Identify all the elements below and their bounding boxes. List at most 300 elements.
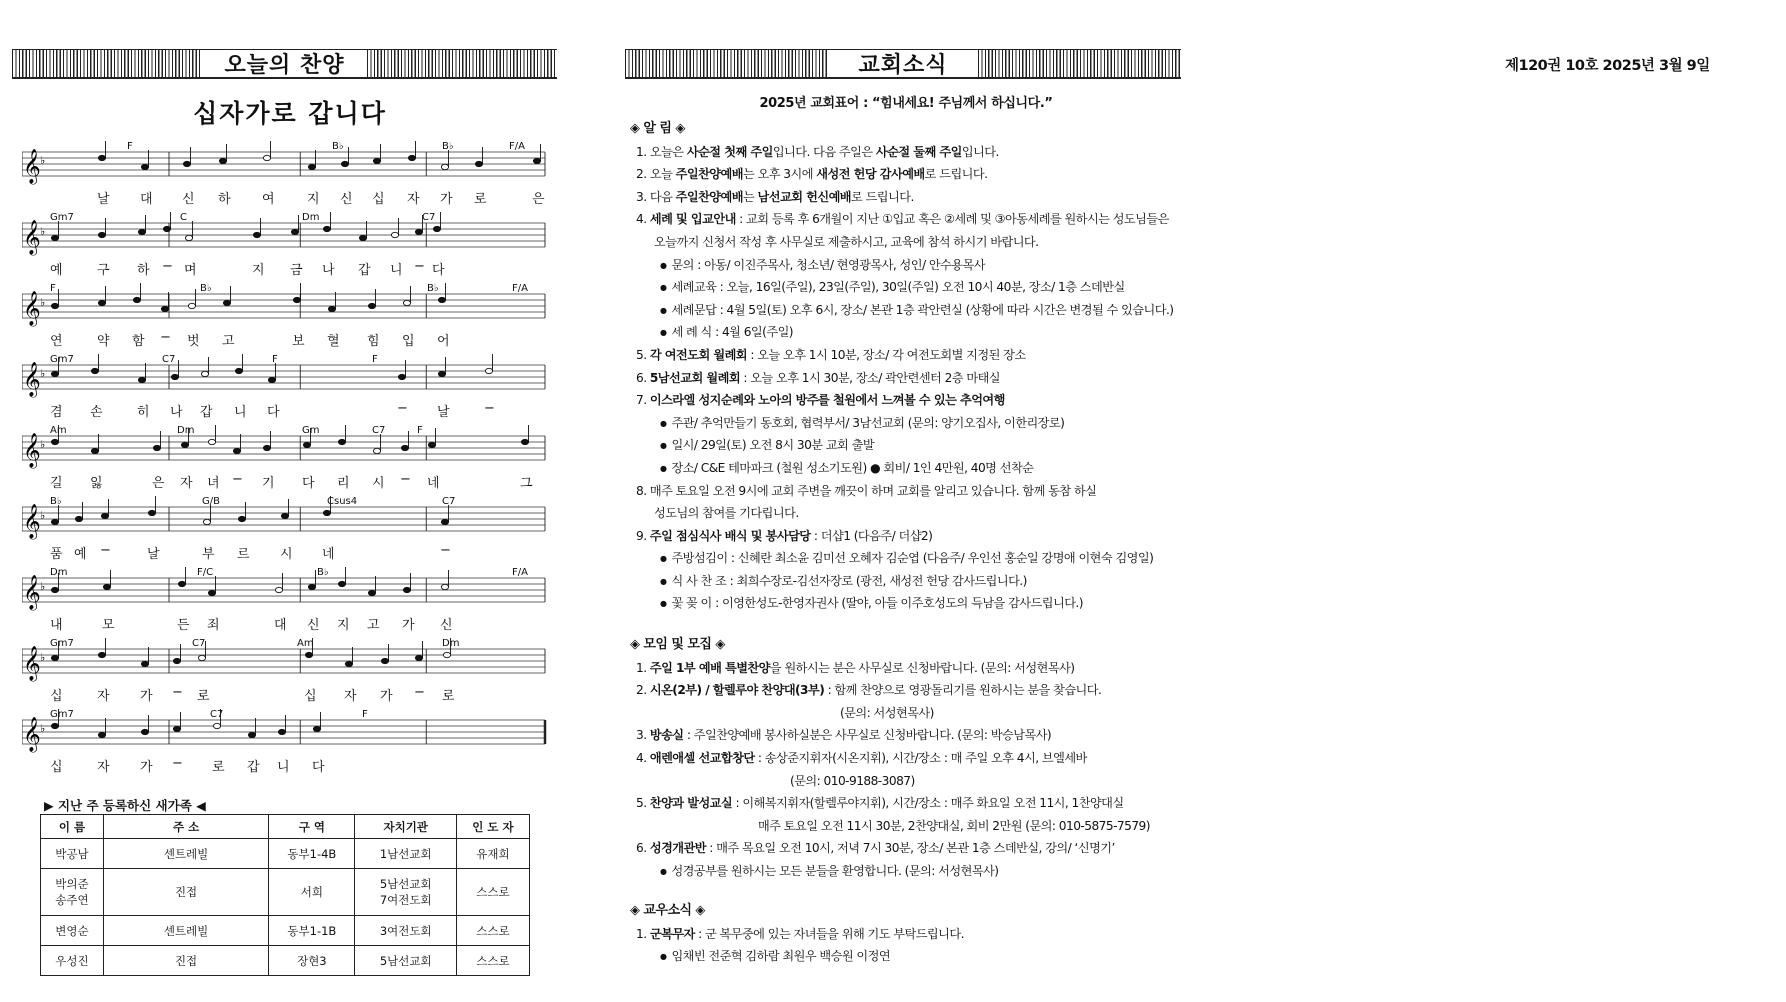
newcomers-title: ▶ 지난 주 등록하신 새가족 ◀ bbox=[44, 798, 206, 813]
table-cell: 진접 bbox=[103, 869, 268, 916]
note-head bbox=[103, 584, 110, 589]
lyric-syllable: 로 bbox=[474, 192, 487, 207]
score-system bbox=[22, 706, 547, 777]
chord-symbol: F bbox=[50, 283, 56, 294]
svg-text:𝄞: 𝄞 bbox=[23, 433, 41, 468]
music-score bbox=[22, 138, 547, 777]
note-head bbox=[138, 377, 145, 382]
note-head bbox=[268, 377, 275, 382]
score-system bbox=[22, 280, 547, 351]
note-head bbox=[428, 442, 435, 447]
news-line: ● 주방섬김이 : 신혜란 최소윤 김미선 오혜자 김순엽 (다음주/ 우인선 홍순일 강명애 이현숙 김영일) bbox=[630, 547, 1190, 570]
chord-symbol: Gm bbox=[302, 425, 320, 436]
news-line: 9. 주일 점심식사 배식 및 봉사담당 : 더샵1 (다음주/ 더샵2) bbox=[636, 528, 933, 543]
chord-symbol: B♭ bbox=[427, 283, 439, 294]
news-line: 5. 각 여전도회 월례회 : 오늘 오후 1시 10분, 장소/ 각 여전도회별 지정된 장소 bbox=[636, 347, 1026, 362]
lyric-syllable: 지 bbox=[252, 263, 265, 278]
note-head bbox=[401, 445, 408, 450]
note-head bbox=[233, 448, 240, 453]
svg-text:𝄞: 𝄞 bbox=[23, 291, 41, 326]
member-news-section bbox=[630, 900, 1190, 968]
note-head bbox=[278, 729, 285, 734]
svg-text:𝄞: 𝄞 bbox=[23, 717, 41, 752]
lyric-syllable: − bbox=[162, 259, 173, 274]
svg-text:𝄞: 𝄞 bbox=[23, 362, 41, 397]
note-head bbox=[443, 652, 450, 657]
gathering-section bbox=[630, 634, 1190, 883]
table-cell: 우성진 bbox=[41, 946, 104, 976]
note-head bbox=[51, 723, 58, 728]
staff bbox=[22, 138, 547, 188]
lyric-syllable: 고 bbox=[222, 334, 235, 349]
note-head bbox=[51, 235, 58, 240]
note-head bbox=[98, 652, 105, 657]
chord-symbol: Dm bbox=[442, 638, 460, 649]
lyric-syllable: 보 bbox=[292, 334, 305, 349]
note-head bbox=[153, 445, 160, 450]
note-head bbox=[173, 658, 180, 663]
svg-text:♭: ♭ bbox=[40, 651, 46, 664]
news-header: 교회소식 bbox=[828, 49, 978, 79]
svg-text:𝄞: 𝄞 bbox=[23, 149, 41, 184]
note-head bbox=[208, 439, 215, 444]
note-head bbox=[171, 374, 178, 379]
lyric-syllable: 십 bbox=[372, 192, 385, 207]
score-system bbox=[22, 209, 547, 280]
lyric-syllable: 시 bbox=[372, 476, 385, 491]
lyric-syllable: 내 bbox=[50, 618, 63, 633]
table-cell: 3여전도회 bbox=[355, 916, 456, 946]
lyric-syllable: 자 bbox=[180, 476, 193, 491]
lyric-syllable: 죄 bbox=[207, 618, 220, 633]
note-head bbox=[263, 445, 270, 450]
note-head bbox=[403, 587, 410, 592]
lyric-syllable: 날 bbox=[147, 547, 160, 562]
lyric-syllable: − bbox=[172, 685, 183, 700]
table-row bbox=[41, 916, 530, 946]
note-head bbox=[178, 581, 185, 586]
lyric-syllable: − bbox=[414, 685, 425, 700]
note-head bbox=[415, 229, 422, 234]
lyric-syllable: − bbox=[484, 401, 495, 416]
note-head bbox=[263, 155, 270, 160]
lyric-syllable: 가 bbox=[140, 689, 153, 704]
lyric-syllable: 벗 bbox=[187, 334, 200, 349]
note-head bbox=[328, 306, 335, 311]
table-cell: 박공남 bbox=[41, 839, 104, 869]
lyric-syllable: 로 bbox=[212, 760, 225, 775]
lyric-syllable: 그 bbox=[520, 476, 533, 491]
lyric-syllable: 다 bbox=[302, 476, 315, 491]
note-head bbox=[433, 226, 440, 231]
note-head bbox=[438, 297, 445, 302]
lyric-syllable: 모 bbox=[102, 618, 115, 633]
lyric-syllable: 갑 bbox=[200, 405, 213, 420]
lyric-syllable: 여 bbox=[262, 192, 275, 207]
chord-symbol: G/B bbox=[202, 496, 220, 507]
lyric-syllable: 예 bbox=[74, 547, 87, 562]
news-line: 성도님의 참여를 기다립니다. bbox=[654, 506, 799, 521]
chord-symbol: C7 bbox=[192, 638, 206, 649]
table-cell: 센트레빌 bbox=[103, 839, 268, 869]
table-cell: 5남선교회 7여전도회 bbox=[355, 869, 456, 916]
lyric-syllable: 로 bbox=[442, 689, 455, 704]
lyric-syllable: 구 bbox=[97, 263, 110, 278]
chord-symbol: B♭ bbox=[200, 283, 212, 294]
note-head bbox=[441, 584, 448, 589]
staff bbox=[22, 209, 547, 259]
news-line: ● 세례문답 : 4월 5일(토) 오후 6시, 장소/ 본관 1층 곽안련실 (상황에 따라 시간은 변경될 수 있습니다.) bbox=[630, 299, 1190, 322]
score-system bbox=[22, 493, 547, 564]
table-cell: 서희 bbox=[269, 869, 355, 916]
note-head bbox=[213, 723, 220, 728]
column-header: 자치기관 bbox=[355, 815, 456, 839]
lyric-syllable: 신 bbox=[307, 618, 320, 633]
note-head bbox=[373, 448, 380, 453]
news-line: ● 식 사 찬 조 : 최희수장로-김선자장로 (광전, 새성전 헌당 감사드립니다.) bbox=[630, 570, 1190, 593]
note-head bbox=[338, 581, 345, 586]
score-system bbox=[22, 138, 547, 209]
news-line: 3. 다음 주일찬양예배는 남선교회 헌신예배로 드립니다. bbox=[636, 189, 914, 204]
svg-text:♭: ♭ bbox=[40, 296, 46, 309]
note-head bbox=[533, 158, 540, 163]
news-line: ● 장소/ C&E 테마파크 (철원 성소기도원) ● 회비/ 1인 4만원, 40명 선착순 bbox=[630, 457, 1190, 480]
lyric-syllable: 가 bbox=[140, 760, 153, 775]
lyric-syllable: 며 bbox=[184, 263, 197, 278]
column-header: 인 도 자 bbox=[456, 815, 529, 839]
svg-text:♭: ♭ bbox=[40, 438, 46, 451]
note-head bbox=[248, 732, 255, 737]
note-head bbox=[485, 368, 492, 373]
chord-symbol: F/C bbox=[197, 567, 214, 578]
score-system bbox=[22, 635, 547, 706]
note-head bbox=[98, 232, 105, 237]
chord-symbol: C7 bbox=[210, 709, 224, 720]
news-line: ● 꽃 꽂 이 : 이영한성도-한영자권사 (딸야, 아들 이주호성도의 득남을 감사드립니다.) bbox=[630, 592, 1190, 615]
lyric-syllable: 자 bbox=[97, 760, 110, 775]
note-head bbox=[51, 587, 58, 592]
svg-text:𝄞: 𝄞 bbox=[23, 220, 41, 255]
news-line: 1. 오늘은 사순절 첫째 주일입니다. 다음 주일은 사순절 둘째 주일입니다. bbox=[636, 144, 999, 159]
lyric-syllable: 니 bbox=[234, 405, 247, 420]
staff bbox=[22, 706, 547, 756]
news-line: 2. 시온(2부) / 할렐루야 찬양대(3부) : 함께 찬양으로 영광돌리기를 원하시는 분을 찾습니다. bbox=[636, 683, 1102, 698]
chord-symbol: Dm bbox=[302, 212, 320, 223]
news-line: 6. 성경개관반 : 매주 목요일 오전 10시, 저녁 7시 30분, 장소/ 본관 1층 스데반실, 강의/ ‘신명기’ bbox=[636, 841, 1115, 856]
table-cell: 1남선교회 bbox=[355, 839, 456, 869]
note-head bbox=[323, 510, 330, 515]
lyric-syllable: 겸 bbox=[50, 405, 63, 420]
column-header: 주 소 bbox=[103, 815, 268, 839]
news-line: ● 문의 : 아동/ 이진주목사, 청소년/ 현영광목사, 성인/ 안수용목사 bbox=[630, 254, 1190, 277]
note-head bbox=[91, 368, 98, 373]
lyric-syllable: 신 bbox=[182, 192, 195, 207]
svg-text:𝄞: 𝄞 bbox=[23, 646, 41, 681]
lyric-syllable: 가 bbox=[440, 192, 453, 207]
lyric-syllable: 기 bbox=[262, 476, 275, 491]
news-line: 1. 주일 1부 예배 특별찬양을 원하시는 분은 사무실로 신청바랍니다. (문의: 서성현목사) bbox=[636, 660, 1075, 675]
chord-symbol: C7 bbox=[372, 425, 386, 436]
news-line: ● 임채빈 전준혁 김하람 최원우 백승원 이정연 bbox=[630, 945, 1190, 968]
chord-symbol: B♭ bbox=[50, 496, 62, 507]
lyric-syllable: 네 bbox=[427, 476, 440, 491]
church-motto: 2025년 교회표어 : “힘내세요! 주님께서 하십니다.” bbox=[759, 96, 1053, 111]
note-head bbox=[441, 519, 448, 524]
svg-text:♭: ♭ bbox=[40, 509, 46, 522]
score-system bbox=[22, 564, 547, 635]
svg-text:♭: ♭ bbox=[40, 367, 46, 380]
note-head bbox=[521, 439, 528, 444]
lyric-syllable: 가 bbox=[380, 689, 393, 704]
note-head bbox=[133, 297, 140, 302]
lyric-syllable: 로 bbox=[197, 689, 210, 704]
chord-symbol: Gm7 bbox=[50, 212, 74, 223]
news-line: ● 일시/ 29일(토) 오전 8시 30분 교회 출발 bbox=[630, 434, 1190, 457]
note-head bbox=[173, 726, 180, 731]
chord-symbol: Dm bbox=[50, 567, 68, 578]
lyric-syllable: 함 bbox=[132, 334, 145, 349]
note-head bbox=[141, 661, 148, 666]
table-cell: 스스로 bbox=[456, 869, 529, 916]
svg-text:𝄞: 𝄞 bbox=[23, 504, 41, 539]
chord-symbol: C bbox=[180, 212, 187, 223]
lyric-syllable: 금 bbox=[290, 263, 303, 278]
notice-section bbox=[630, 118, 1190, 615]
note-head bbox=[253, 232, 260, 237]
note-head bbox=[313, 726, 320, 731]
chord-symbol: B♭ bbox=[332, 141, 344, 152]
lyric-syllable: 자 bbox=[344, 689, 357, 704]
note-head bbox=[198, 655, 205, 660]
chord-symbol: F bbox=[372, 354, 378, 365]
staff bbox=[22, 493, 547, 543]
table-cell: 박의준 송주연 bbox=[41, 869, 104, 916]
lyric-syllable: 히 bbox=[137, 405, 150, 420]
note-head bbox=[98, 155, 105, 160]
note-head bbox=[91, 448, 98, 453]
note-head bbox=[475, 161, 482, 166]
news-line: 오늘까지 신청서 작성 후 사무실로 제출하시고, 교육에 참석 하시기 바랍니다. bbox=[654, 234, 1039, 249]
lyric-syllable: 니 bbox=[390, 263, 403, 278]
lyric-syllable: 은 bbox=[152, 476, 165, 491]
lyric-syllable: − bbox=[232, 472, 243, 487]
note-head bbox=[373, 158, 380, 163]
note-head bbox=[293, 297, 300, 302]
staff bbox=[22, 635, 547, 685]
lyric-syllable: 자 bbox=[407, 192, 420, 207]
note-head bbox=[51, 371, 58, 376]
score-system bbox=[22, 422, 547, 493]
lyric-syllable: 다 bbox=[312, 760, 325, 775]
note-head bbox=[441, 164, 448, 169]
note-head bbox=[138, 229, 145, 234]
lyric-syllable: 연 bbox=[50, 334, 63, 349]
note-head bbox=[201, 371, 208, 376]
note-head bbox=[141, 729, 148, 734]
lyric-syllable: − bbox=[400, 472, 411, 487]
note-head bbox=[368, 303, 375, 308]
lyric-syllable: 날 bbox=[97, 192, 110, 207]
lyric-syllable: 십 bbox=[50, 760, 63, 775]
chord-symbol: F/A bbox=[512, 567, 528, 578]
chord-symbol: Csus4 bbox=[327, 496, 358, 507]
note-head bbox=[51, 519, 58, 524]
lyric-syllable: − bbox=[172, 756, 183, 771]
news-line: 4. 세례 및 입교안내 : 교회 등록 후 6개월이 지난 ①입교 혹은 ②세례 및 ③아동세례를 원하시는 성도님들은 bbox=[636, 212, 1169, 227]
score-system bbox=[22, 351, 547, 422]
note-head bbox=[75, 516, 82, 521]
news-line: 6. 5남선교회 월례회 : 오늘 오후 1시 30분, 장소/ 곽안련센터 2층 마태실 bbox=[636, 370, 1001, 385]
note-head bbox=[403, 300, 410, 305]
note-head bbox=[223, 300, 230, 305]
lyric-syllable: 은 bbox=[532, 192, 545, 207]
news-line: (문의: 서성현목사) bbox=[840, 705, 934, 720]
chord-symbol: B♭ bbox=[442, 141, 454, 152]
lyric-syllable: 예 bbox=[50, 263, 63, 278]
table-cell: 동부1-4B bbox=[269, 839, 355, 869]
note-head bbox=[238, 516, 245, 521]
lyric-syllable: − bbox=[440, 543, 451, 558]
note-head bbox=[308, 164, 315, 169]
note-head bbox=[345, 661, 352, 666]
lyric-syllable: 부 bbox=[202, 547, 215, 562]
column-header: 구 역 bbox=[269, 815, 355, 839]
lyric-syllable: 르 bbox=[237, 547, 250, 562]
lyric-syllable: 혈 bbox=[327, 334, 340, 349]
note-head bbox=[203, 519, 210, 524]
note-head bbox=[281, 513, 288, 518]
lyric-syllable: 갑 bbox=[247, 760, 260, 775]
note-head bbox=[391, 232, 398, 237]
lyric-syllable: 리 bbox=[337, 476, 350, 491]
note-head bbox=[323, 226, 330, 231]
svg-text:𝄞: 𝄞 bbox=[23, 575, 41, 610]
lyric-syllable: 하 bbox=[137, 263, 150, 278]
staff bbox=[22, 564, 547, 614]
lyric-syllable: 약 bbox=[97, 334, 110, 349]
table-row bbox=[41, 869, 530, 916]
table-row bbox=[41, 946, 530, 976]
table-row bbox=[41, 839, 530, 869]
table-cell: 유재희 bbox=[456, 839, 529, 869]
lyric-syllable: 니 bbox=[277, 760, 290, 775]
song-title: 십자가로 갑니다 bbox=[193, 99, 387, 128]
note-head bbox=[185, 235, 192, 240]
lyric-syllable: 신 bbox=[340, 192, 353, 207]
lyric-syllable: 손 bbox=[90, 405, 103, 420]
lyric-syllable: 대 bbox=[140, 192, 153, 207]
chord-symbol: F bbox=[362, 709, 368, 720]
lyric-syllable: 갑 bbox=[358, 263, 371, 278]
svg-text:♭: ♭ bbox=[40, 154, 46, 167]
table-cell: 5남선교회 bbox=[355, 946, 456, 976]
news-line: 4. 애렌애셀 선교합창단 : 송상준지휘자(시온지휘), 시간/장소 : 매 주일 오후 4시, 브엘세바 bbox=[636, 750, 1087, 765]
lyric-syllable: 자 bbox=[97, 689, 110, 704]
lyric-syllable: 녀 bbox=[207, 476, 220, 491]
news-line: (문의: 010-9188-3087) bbox=[790, 773, 915, 788]
note-head bbox=[275, 587, 282, 592]
note-head bbox=[408, 155, 415, 160]
chord-symbol: C7 bbox=[442, 496, 456, 507]
note-head bbox=[368, 590, 375, 595]
note-head bbox=[359, 235, 366, 240]
note-head bbox=[291, 229, 298, 234]
note-head bbox=[338, 439, 345, 444]
newcomers-table bbox=[40, 814, 530, 976]
news-line: ● 세례교육 : 오늘, 16일(주일), 23일(주일), 30일(주일) 오전 10시 40분, 장소/ 1층 스데반실 bbox=[630, 276, 1190, 299]
lyric-syllable: − bbox=[100, 543, 111, 558]
note-head bbox=[101, 513, 108, 518]
lyric-syllable: 입 bbox=[402, 334, 415, 349]
lyric-syllable: − bbox=[160, 330, 171, 345]
news-line: 1. 군복무자 : 군 복무중에 있는 자녀들을 위해 기도 부탁드립니다. bbox=[636, 926, 964, 941]
lyric-syllable: 길 bbox=[50, 476, 63, 491]
hymn-header-bar bbox=[12, 47, 557, 81]
lyric-syllable: 힘 bbox=[367, 334, 380, 349]
notice-heading: ◈ 알 림 ◈ bbox=[630, 121, 685, 136]
chord-symbol: C7 bbox=[422, 212, 436, 223]
table-cell: 센트레빌 bbox=[103, 916, 268, 946]
note-head bbox=[141, 164, 148, 169]
news-line: ● 세 례 식 : 4월 6일(주일) bbox=[630, 321, 1190, 344]
note-head bbox=[98, 732, 105, 737]
note-head bbox=[438, 371, 445, 376]
staff bbox=[22, 422, 547, 472]
lyric-syllable: 든 bbox=[177, 618, 190, 633]
chord-symbol: C7 bbox=[162, 354, 176, 365]
lyric-syllable: 품 bbox=[50, 547, 63, 562]
lyric-syllable: 다 bbox=[267, 405, 280, 420]
chord-symbol: Gm7 bbox=[50, 709, 74, 720]
note-head bbox=[148, 510, 155, 515]
chord-symbol: F/A bbox=[509, 141, 525, 152]
note-head bbox=[381, 658, 388, 663]
lyric-syllable: 어 bbox=[437, 334, 450, 349]
svg-text:♭: ♭ bbox=[40, 722, 46, 735]
note-head bbox=[188, 303, 195, 308]
chord-symbol: Dm bbox=[177, 425, 195, 436]
note-head bbox=[235, 368, 242, 373]
chord-symbol: B♭ bbox=[317, 567, 329, 578]
lyric-syllable: 지 bbox=[337, 618, 350, 633]
news-line: 7. 이스라엘 성지순례와 노아의 방주를 철원에서 느껴볼 수 있는 추억여행 bbox=[636, 393, 1005, 408]
chord-symbol: F bbox=[417, 425, 423, 436]
lyric-syllable: 잃 bbox=[90, 476, 103, 491]
lyric-syllable: 고 bbox=[367, 618, 380, 633]
chord-symbol: Am bbox=[297, 638, 314, 649]
note-head bbox=[415, 655, 422, 660]
staff bbox=[22, 351, 547, 401]
note-head bbox=[181, 442, 188, 447]
note-head bbox=[303, 442, 310, 447]
table-cell: 스스로 bbox=[456, 946, 529, 976]
svg-text:♭: ♭ bbox=[40, 580, 46, 593]
chord-symbol: F bbox=[272, 354, 278, 365]
table-cell: 동부1-1B bbox=[269, 916, 355, 946]
note-head bbox=[51, 655, 58, 660]
table-cell: 진접 bbox=[103, 946, 268, 976]
note-head bbox=[398, 374, 405, 379]
news-line: 5. 찬양과 발성교실 : 이해복지휘자(할렐루야지휘), 시간/장소 : 매주 화요일 오전 11시, 1찬양대실 bbox=[636, 796, 1124, 811]
table-cell: 스스로 bbox=[456, 916, 529, 946]
note-head bbox=[183, 161, 190, 166]
chord-symbol: Gm7 bbox=[50, 354, 74, 365]
note-head bbox=[51, 303, 58, 308]
hymn-header: 오늘의 찬양 bbox=[202, 49, 367, 79]
chord-symbol: F bbox=[127, 141, 133, 152]
lyric-syllable: 십 bbox=[50, 689, 63, 704]
note-head bbox=[98, 300, 105, 305]
